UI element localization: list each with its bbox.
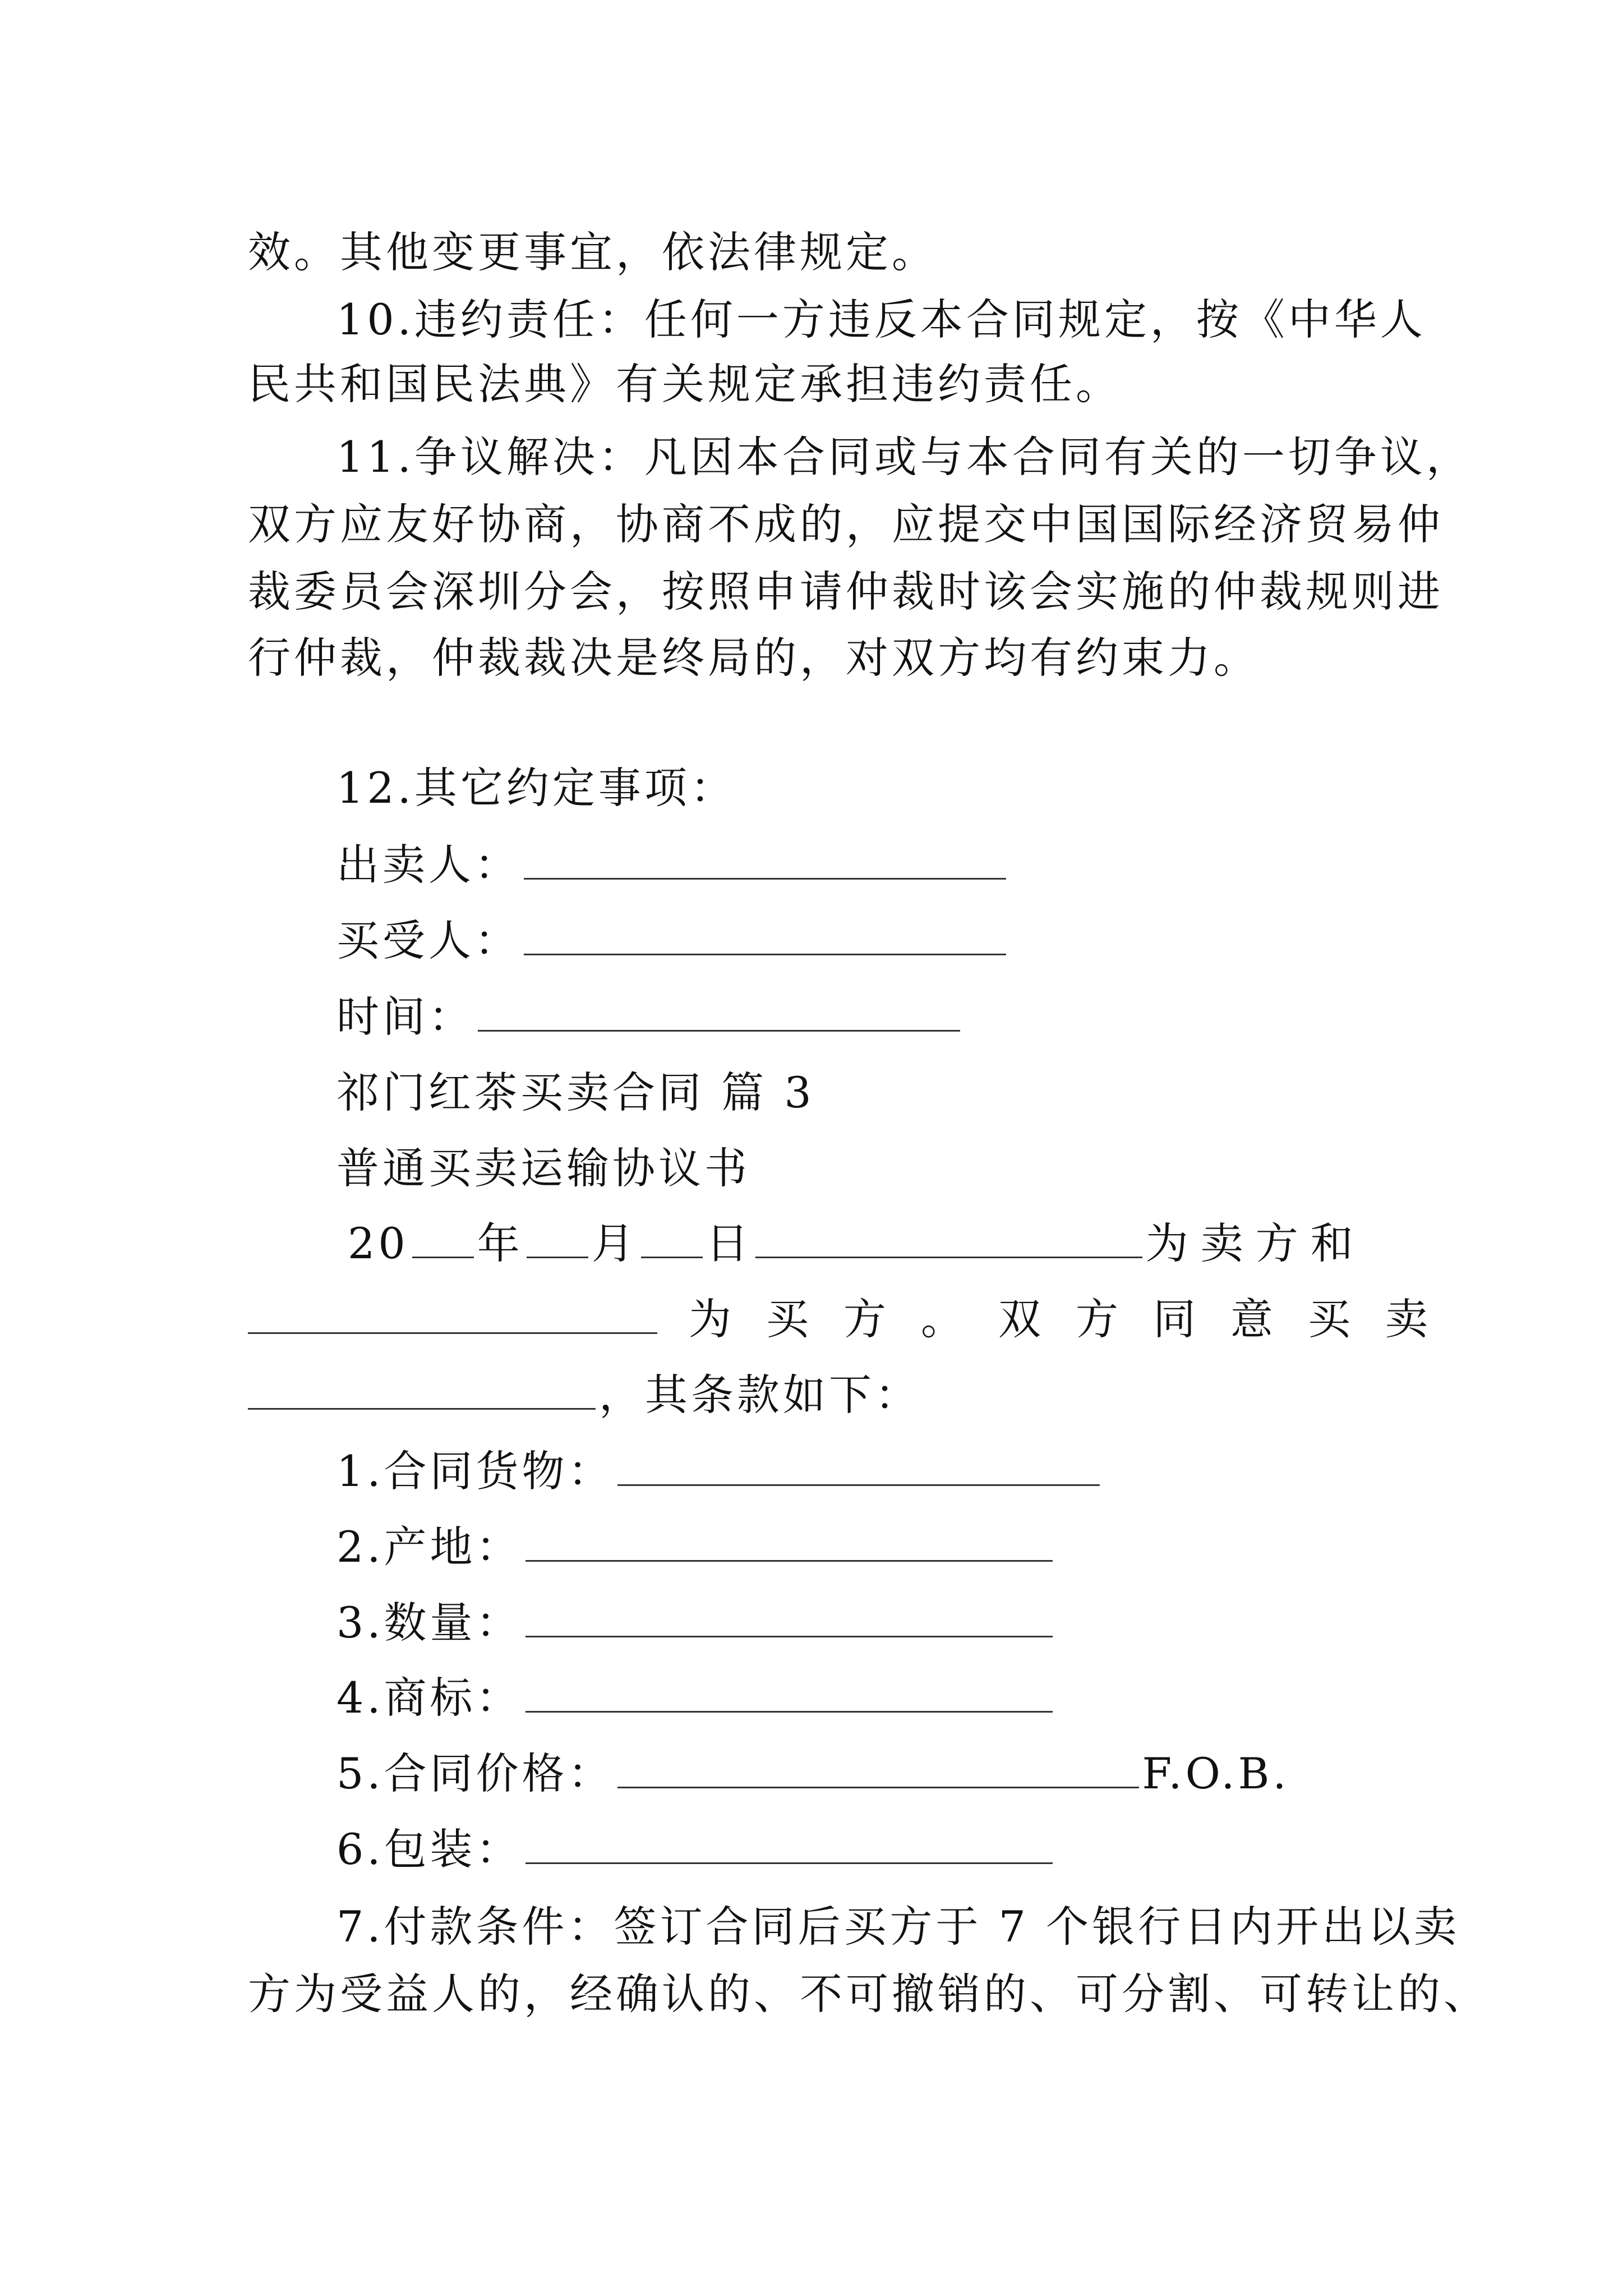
seller-label: 出卖人： (336, 840, 520, 890)
buyer-name-blank (248, 1293, 657, 1334)
price-blank (617, 1747, 1139, 1788)
item-payment-line-2: 方为受益人的，经确认的、不可撤销的、可分割、可转让的、 (248, 1969, 1490, 2019)
year-label: 年 (477, 1218, 523, 1268)
day-label: 日 (706, 1218, 752, 1268)
seller-signature-row (336, 834, 1009, 896)
intro-line-1 (348, 1213, 1366, 1274)
trademark-label: 4.商标： (336, 1673, 522, 1723)
item-payment-line-1: 7.付款条件：签订合同后买方于 7 个银行日内开出以卖 (336, 1902, 1460, 1952)
origin-label: 2.产地： (336, 1522, 522, 1572)
terms-text: ，其条款如下： (599, 1370, 921, 1420)
item-packing (336, 1819, 1056, 1880)
seller-blank (524, 839, 1006, 880)
month-label: 月 (591, 1218, 638, 1268)
clause-12: 12.其它约定事项： (336, 763, 736, 813)
month-blank (527, 1217, 588, 1258)
time-row (336, 986, 963, 1048)
section-title: 祁门红茶买卖合同 篇 3 (336, 1068, 815, 1117)
price-label: 5.合同价格： (336, 1749, 614, 1798)
goods-blank (617, 1445, 1100, 1486)
trademark-blank (525, 1672, 1053, 1713)
day-blank (641, 1217, 703, 1258)
clause-11-line-3: 裁委员会深圳分会，按照申请仲裁时该会实施的仲裁规则进 (248, 567, 1444, 616)
item-goods (336, 1441, 1103, 1502)
buyer-label: 买受人： (336, 915, 520, 965)
clause-11-line-2: 双方应友好协商，协商不成的，应提交中国国际经济贸易仲 (248, 499, 1444, 549)
item-quantity (336, 1592, 1056, 1654)
price-term: F.O.B. (1142, 1749, 1290, 1798)
packing-label: 6.包装： (336, 1824, 522, 1874)
time-blank (478, 991, 960, 1032)
year-prefix: 20 (348, 1218, 409, 1268)
time-label: 时间： (336, 992, 474, 1042)
item-origin (336, 1516, 1056, 1578)
quantity-blank (525, 1596, 1053, 1637)
item-price (336, 1743, 1290, 1805)
packing-blank (525, 1823, 1053, 1864)
intro-line-3 (248, 1364, 921, 1426)
agreement-subtitle: 普通买卖运输协议书 (336, 1143, 750, 1193)
clause-11-line-4: 行仲裁，仲裁裁决是终局的，对双方均有约束力。 (248, 633, 1260, 683)
buyer-role-text: 为买方。双方同意买卖 (689, 1294, 1463, 1344)
commodity-blank (248, 1369, 596, 1410)
clause-10-line-2: 民共和国民法典》有关规定承担违约责任。 (248, 359, 1122, 409)
origin-blank (525, 1521, 1053, 1562)
quantity-label: 3.数量： (336, 1598, 522, 1648)
goods-label: 1.合同货物： (336, 1446, 614, 1496)
year-blank (412, 1217, 474, 1258)
paragraph-tail: 效。其他变更事宜，依法律规定。 (248, 227, 938, 277)
buyer-blank (524, 914, 1006, 955)
seller-name-blank (755, 1217, 1142, 1258)
item-trademark (336, 1667, 1056, 1729)
clause-11-line-1: 11.争议解决：凡因本合同或与本合同有关的一切争议， (336, 432, 1472, 482)
clause-10-line-1: 10.违约责任：任何一方违反本合同规定，按《中华人 (336, 295, 1426, 344)
seller-role: 为卖方和 (1145, 1218, 1366, 1268)
buyer-signature-row (336, 910, 1009, 972)
intro-line-2 (248, 1289, 1463, 1350)
